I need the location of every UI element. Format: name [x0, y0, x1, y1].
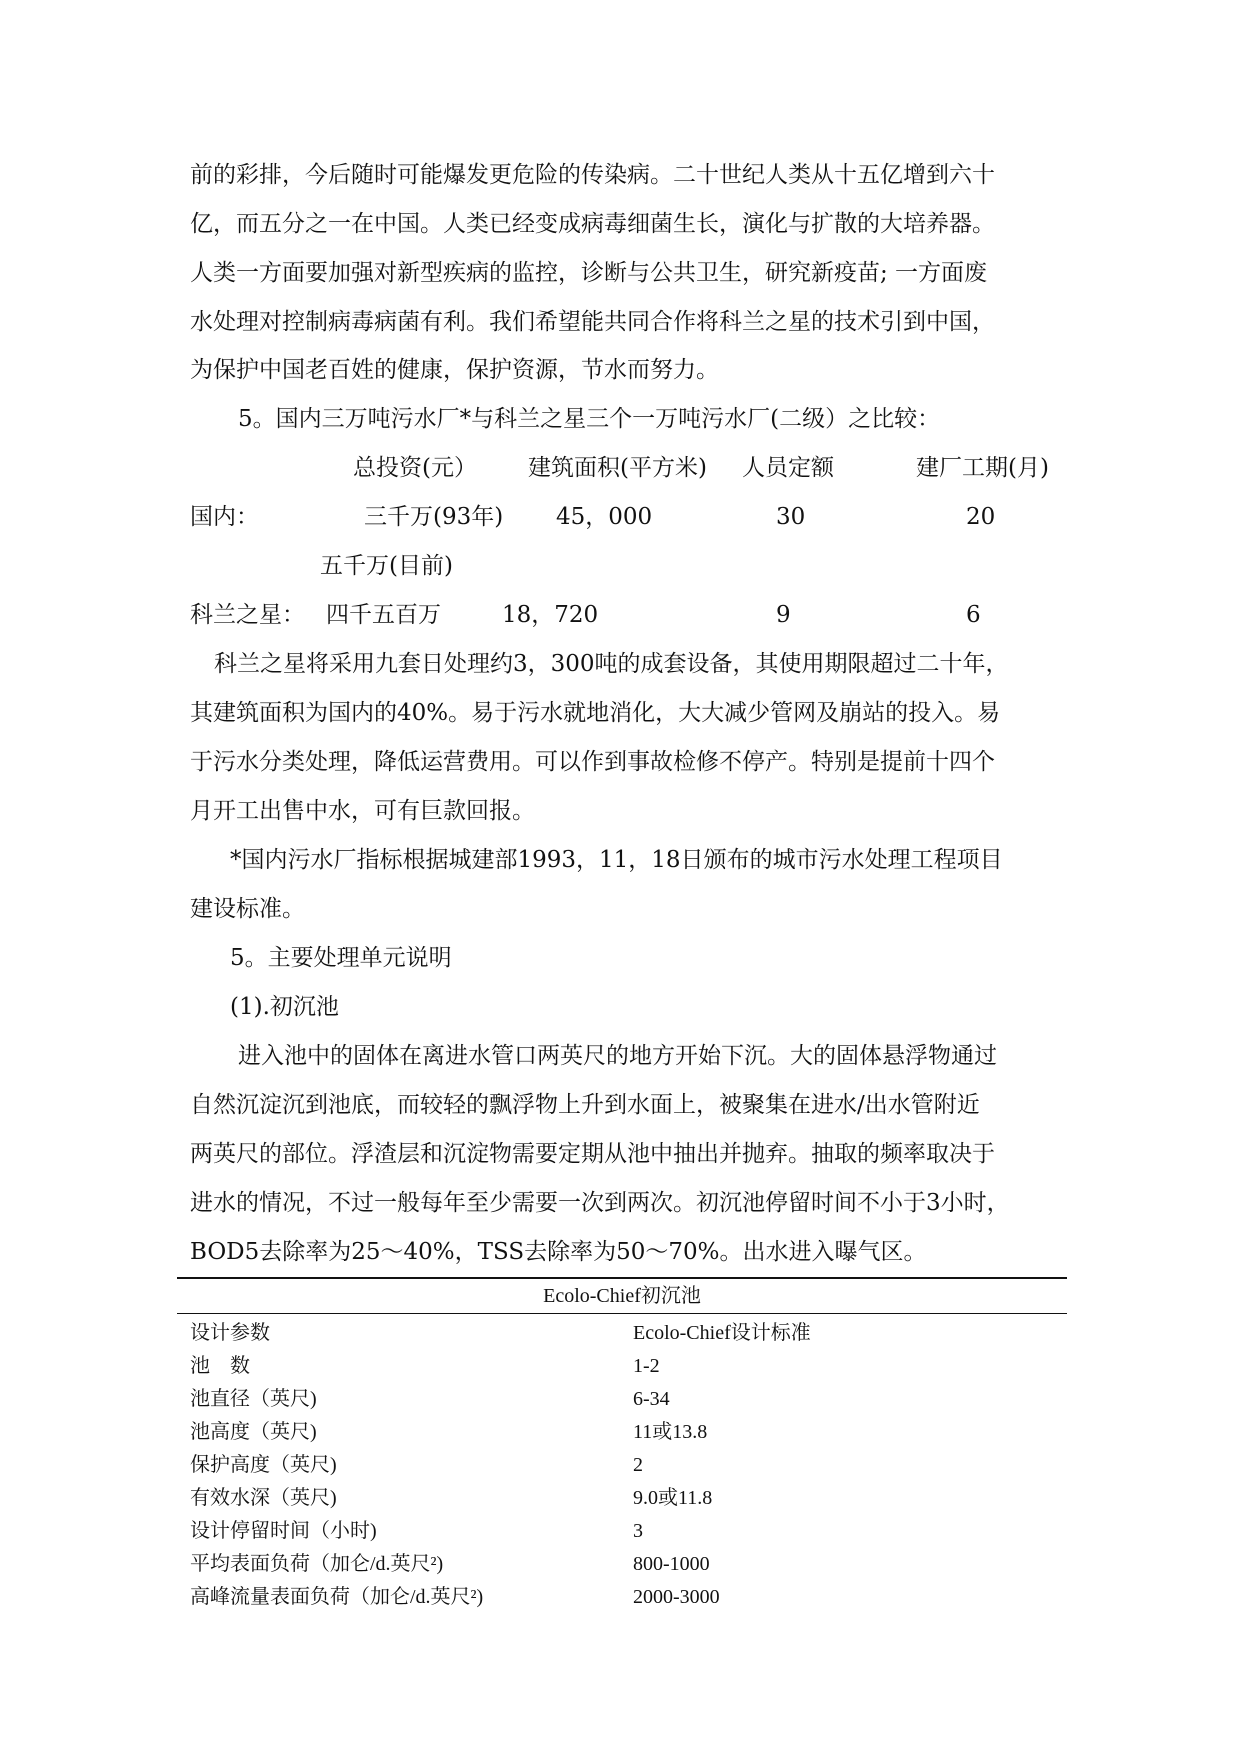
table-row-value: 1-2	[633, 1355, 660, 1377]
table-row-param: 有效水深（英尺)	[190, 1487, 337, 1509]
paragraph-line: 进水的情况，不过一般每年至少需要一次到两次。初沉池停留时间不小于3小时，	[190, 1190, 1010, 1216]
table-row-param: 池直径（英尺)	[190, 1388, 317, 1410]
table-row-value: 2	[633, 1454, 643, 1476]
table-row-param: 保护高度（英尺)	[190, 1454, 337, 1476]
paragraph-line: BOD5去除率为25～40%，TSS去除率为50～70%。出水进入曝气区。	[190, 1239, 927, 1265]
header-investment: 总投资(元）	[353, 455, 477, 481]
colan-staff: 9	[776, 602, 791, 628]
paragraph-line: 其建筑面积为国内的40%。易于污水就地消化，大大减少管网及崩站的投入。易	[190, 700, 1001, 726]
domestic-label: 国内：	[190, 504, 259, 530]
comparison-heading: 5。国内三万吨污水厂*与科兰之星三个一万吨污水厂(二级）之比较：	[238, 406, 941, 432]
table-row-value: 800-1000	[633, 1553, 710, 1575]
table-caption: Ecolo-Chief初沉池	[543, 1285, 701, 1307]
section-heading: 5。主要处理单元说明	[230, 945, 452, 971]
table-row-value: 6-34	[633, 1388, 670, 1410]
colan-investment: 四千五百万	[326, 602, 441, 628]
table-col-header: 设计参数	[190, 1322, 270, 1344]
table-row-param: 平均表面负荷（加仑/d.英尺²)	[190, 1553, 444, 1575]
header-area: 建筑面积(平方米)	[528, 455, 707, 481]
colan-area: 18，720	[502, 602, 599, 628]
table-row-value: 9.0或11.8	[633, 1487, 713, 1509]
paragraph-line: 前的彩排，今后随时可能爆发更危险的传染病。二十世纪人类从十五亿增到六十	[190, 162, 995, 188]
header-staff: 人员定额	[742, 455, 834, 481]
table-row-value: 11或13.8	[633, 1421, 708, 1443]
domestic-period: 20	[966, 504, 996, 530]
paragraph-line: 亿，而五分之一在中国。人类已经变成病毒细菌生长，演化与扩散的大培养器。	[190, 211, 995, 237]
colan-label: 科兰之星：	[190, 602, 305, 628]
table-row-value: 3	[633, 1520, 643, 1542]
domestic-staff: 30	[776, 504, 806, 530]
table-top-rule	[177, 1277, 1067, 1279]
paragraph-line: 人类一方面要加强对新型疾病的监控，诊断与公共卫生，研究新疫苗; 一方面废	[190, 260, 988, 286]
paragraph-line: 进入池中的固体在离进水管口两英尺的地方开始下沉。大的固体悬浮物通过	[238, 1043, 997, 1069]
header-period: 建厂工期(月)	[916, 455, 1049, 481]
paragraph-line: 自然沉淀沉到池底，而较轻的飘浮物上升到水面上，被聚集在进水/出水管附近	[190, 1092, 980, 1118]
table-header-rule	[177, 1313, 1067, 1314]
paragraph-line: 为保护中国老百姓的健康，保护资源，节水而努力。	[190, 357, 719, 383]
table-row-value: 2000-3000	[633, 1586, 720, 1608]
table-row-param: 池 数	[190, 1355, 250, 1377]
paragraph-line: 月开工出售中水，可有巨款回报。	[190, 798, 535, 824]
subsection-heading: (1).初沉池	[230, 994, 339, 1020]
paragraph-line: 两英尺的部位。浮渣层和沉淀物需要定期从池中抽出并抛弃。抽取的频率取决于	[190, 1141, 995, 1167]
domestic-investment: 三千万(93年)	[364, 504, 504, 530]
footnote-line: *国内污水厂指标根据城建部1993，11，18日颁布的城市污水处理工程项目	[230, 847, 1003, 873]
paragraph-line: 于污水分类处理，降低运营费用。可以作到事故检修不停产。特别是提前十四个	[190, 749, 995, 775]
table-row-param: 设计停留时间（小时)	[190, 1520, 377, 1542]
domestic-area: 45，000	[556, 504, 653, 530]
footnote-line: 建设标准。	[190, 896, 305, 922]
paragraph-line: 水处理对控制病毒病菌有利。我们希望能共同合作将科兰之星的技术引到中国，	[190, 309, 995, 335]
domestic-investment-now: 五千万(目前)	[320, 553, 453, 579]
colan-period: 6	[966, 602, 981, 628]
table-row-param: 高峰流量表面负荷（加仑/d.英尺²)	[190, 1586, 484, 1608]
table-col-header: Ecolo-Chief设计标准	[633, 1322, 811, 1344]
table-row-param: 池高度（英尺)	[190, 1421, 317, 1443]
paragraph-line: 科兰之星将采用九套日处理约3，300吨的成套设备，其使用期限超过二十年，	[214, 651, 1009, 677]
